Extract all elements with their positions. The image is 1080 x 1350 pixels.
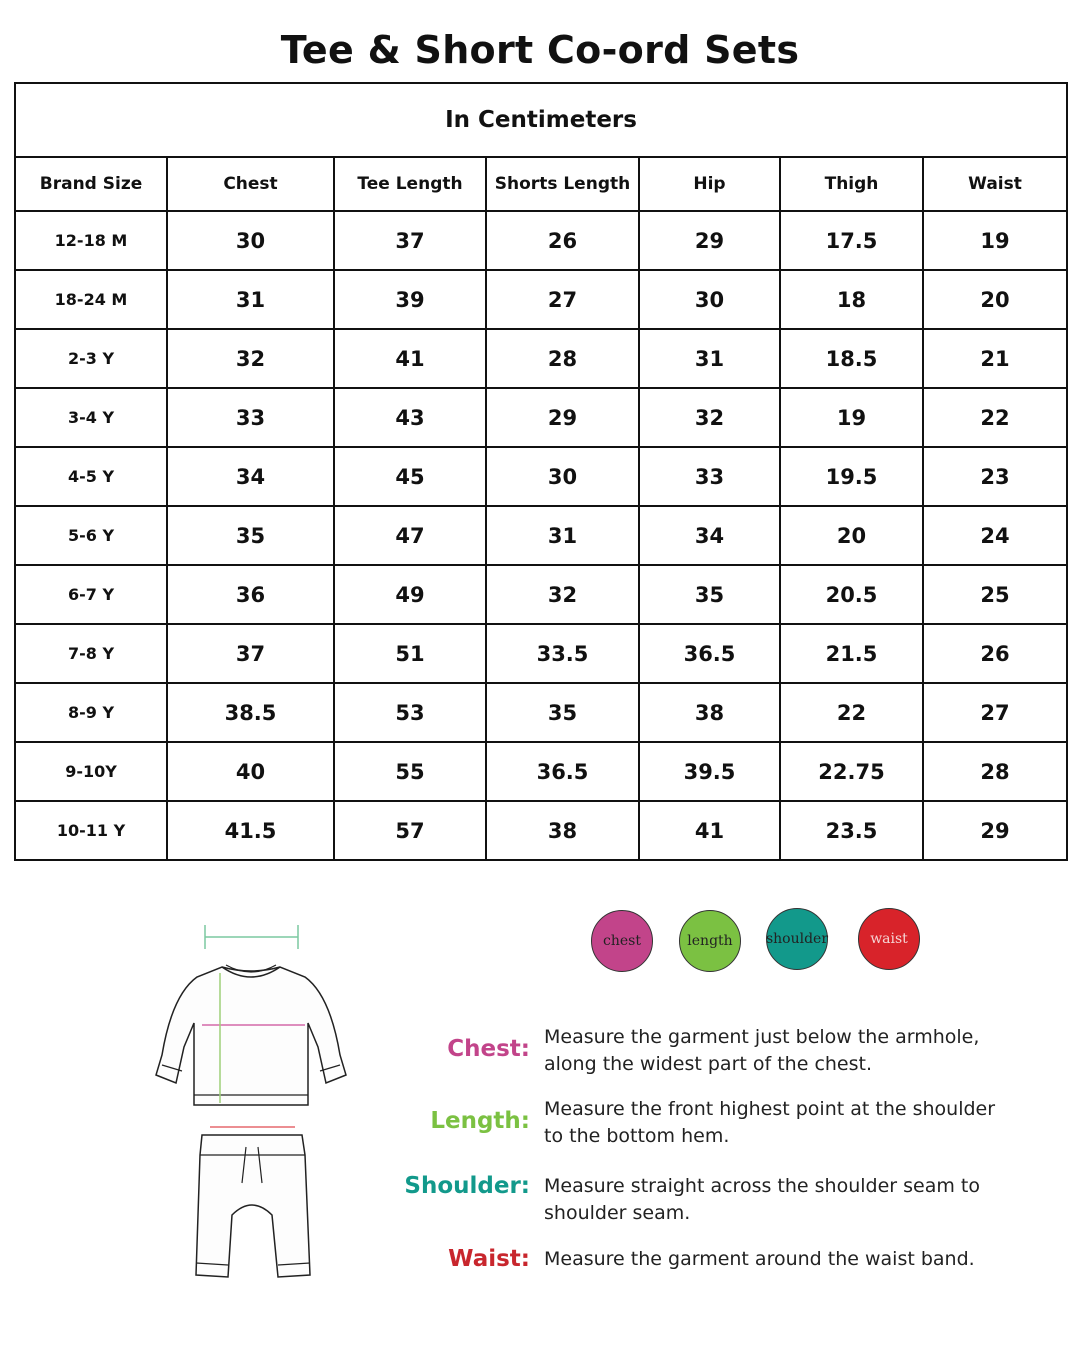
- chest-cell: 40: [167, 742, 334, 801]
- table-row: [15, 683, 1067, 742]
- hip-cell: 41: [639, 801, 780, 860]
- column-header-hip: Hip: [639, 157, 780, 211]
- brand-size-cell: 12-18 M: [15, 211, 167, 270]
- unit-label: In Centimeters: [15, 83, 1067, 157]
- hip-cell: 39.5: [639, 742, 780, 801]
- tee-length-cell: 41: [334, 329, 486, 388]
- instruction-label: Length:: [430, 1108, 530, 1134]
- table-row: [15, 801, 1067, 860]
- thigh-cell: 17.5: [780, 211, 923, 270]
- column-header-waist: Waist: [923, 157, 1067, 211]
- waist-cell: 21: [923, 329, 1067, 388]
- instruction-text: Measure straight across the shoulder seam to shoulder seam.: [544, 1175, 980, 1224]
- instruction-text: Measure the garment just below the armhole, along the widest part of the chest.: [544, 1026, 980, 1075]
- tee-length-cell: 45: [334, 447, 486, 506]
- thigh-cell: 23.5: [780, 801, 923, 860]
- tee-and-jogger-sketch-icon: [150, 915, 360, 1295]
- thigh-cell: 20.5: [780, 565, 923, 624]
- column-header-chest: Chest: [167, 157, 334, 211]
- table-row: [15, 565, 1067, 624]
- tee-length-cell: 51: [334, 624, 486, 683]
- tee-length-cell: 57: [334, 801, 486, 860]
- chest-cell: 32: [167, 329, 334, 388]
- legend-shoulder-swatch: shoulder: [766, 908, 828, 970]
- waist-cell: 22: [923, 388, 1067, 447]
- tee-length-cell: 49: [334, 565, 486, 624]
- brand-size-cell: 2-3 Y: [15, 329, 167, 388]
- page-title: Tee & Short Co-ord Sets: [280, 28, 800, 72]
- chest-cell: 36: [167, 565, 334, 624]
- thigh-cell: 22.75: [780, 742, 923, 801]
- brand-size-cell: 3-4 Y: [15, 388, 167, 447]
- thigh-cell: 22: [780, 683, 923, 742]
- hip-cell: 30: [639, 270, 780, 329]
- brand-size-cell: 18-24 M: [15, 270, 167, 329]
- column-header-shorts-length: Shorts Length: [486, 157, 639, 211]
- waist-cell: 19: [923, 211, 1067, 270]
- thigh-cell: 19.5: [780, 447, 923, 506]
- chest-cell: 31: [167, 270, 334, 329]
- legend-chest-swatch: chest: [591, 910, 653, 972]
- shorts-length-cell: 35: [486, 683, 639, 742]
- shorts-length-cell: 27: [486, 270, 639, 329]
- waist-cell: 26: [923, 624, 1067, 683]
- table-row: [15, 388, 1067, 447]
- waist-cell: 20: [923, 270, 1067, 329]
- instruction-text: Measure the garment around the waist band.: [544, 1248, 975, 1270]
- instruction-label: Waist:: [448, 1246, 530, 1272]
- instruction-label: Chest:: [447, 1036, 530, 1062]
- column-header-row: [15, 157, 1067, 211]
- hip-cell: 31: [639, 329, 780, 388]
- hip-cell: 33: [639, 447, 780, 506]
- chest-cell: 37: [167, 624, 334, 683]
- waist-cell: 29: [923, 801, 1067, 860]
- tee-length-cell: 39: [334, 270, 486, 329]
- hip-cell: 38: [639, 683, 780, 742]
- tee-length-cell: 47: [334, 506, 486, 565]
- size-chart-table: [14, 82, 1068, 861]
- thigh-cell: 18: [780, 270, 923, 329]
- shorts-length-cell: 28: [486, 329, 639, 388]
- brand-size-cell: 9-10Y: [15, 742, 167, 801]
- table-row: [15, 447, 1067, 506]
- tee-length-cell: 53: [334, 683, 486, 742]
- table-row: [15, 329, 1067, 388]
- thigh-cell: 21.5: [780, 624, 923, 683]
- shorts-length-cell: 30: [486, 447, 639, 506]
- chest-cell: 41.5: [167, 801, 334, 860]
- waist-cell: 23: [923, 447, 1067, 506]
- chest-cell: 38.5: [167, 683, 334, 742]
- instruction-text: Measure the front highest point at the shoulder to the bottom hem.: [544, 1098, 996, 1147]
- brand-size-cell: 4-5 Y: [15, 447, 167, 506]
- brand-size-cell: 10-11 Y: [15, 801, 167, 860]
- tee-length-cell: 37: [334, 211, 486, 270]
- shorts-length-cell: 26: [486, 211, 639, 270]
- table-row: [15, 506, 1067, 565]
- waist-cell: 27: [923, 683, 1067, 742]
- column-header-brand-size: Brand Size: [15, 157, 167, 211]
- chest-cell: 30: [167, 211, 334, 270]
- table-row: [15, 742, 1067, 801]
- brand-size-cell: 8-9 Y: [15, 683, 167, 742]
- thigh-cell: 19: [780, 388, 923, 447]
- hip-cell: 29: [639, 211, 780, 270]
- brand-size-cell: 5-6 Y: [15, 506, 167, 565]
- chest-cell: 34: [167, 447, 334, 506]
- instruction-label: Shoulder:: [404, 1173, 530, 1199]
- legend-length-swatch: length: [679, 910, 741, 972]
- waist-cell: 24: [923, 506, 1067, 565]
- tee-length-cell: 55: [334, 742, 486, 801]
- shorts-length-cell: 32: [486, 565, 639, 624]
- hip-cell: 32: [639, 388, 780, 447]
- shorts-length-cell: 31: [486, 506, 639, 565]
- chest-cell: 35: [167, 506, 334, 565]
- tee-length-cell: 43: [334, 388, 486, 447]
- thigh-cell: 20: [780, 506, 923, 565]
- shorts-length-cell: 29: [486, 388, 639, 447]
- table-row: [15, 270, 1067, 329]
- chest-cell: 33: [167, 388, 334, 447]
- table-row: [15, 624, 1067, 683]
- shorts-length-cell: 36.5: [486, 742, 639, 801]
- hip-cell: 35: [639, 565, 780, 624]
- hip-cell: 36.5: [639, 624, 780, 683]
- size-rows: [15, 211, 1067, 860]
- waist-cell: 25: [923, 565, 1067, 624]
- brand-size-cell: 7-8 Y: [15, 624, 167, 683]
- column-header-tee-length: Tee Length: [334, 157, 486, 211]
- shorts-length-cell: 33.5: [486, 624, 639, 683]
- measurement-color-legend: [588, 906, 988, 976]
- column-header-thigh: Thigh: [780, 157, 923, 211]
- thigh-cell: 18.5: [780, 329, 923, 388]
- shorts-length-cell: 38: [486, 801, 639, 860]
- legend-waist-swatch: waist: [858, 908, 920, 970]
- table-row: [15, 211, 1067, 270]
- waist-cell: 28: [923, 742, 1067, 801]
- brand-size-cell: 6-7 Y: [15, 565, 167, 624]
- hip-cell: 34: [639, 506, 780, 565]
